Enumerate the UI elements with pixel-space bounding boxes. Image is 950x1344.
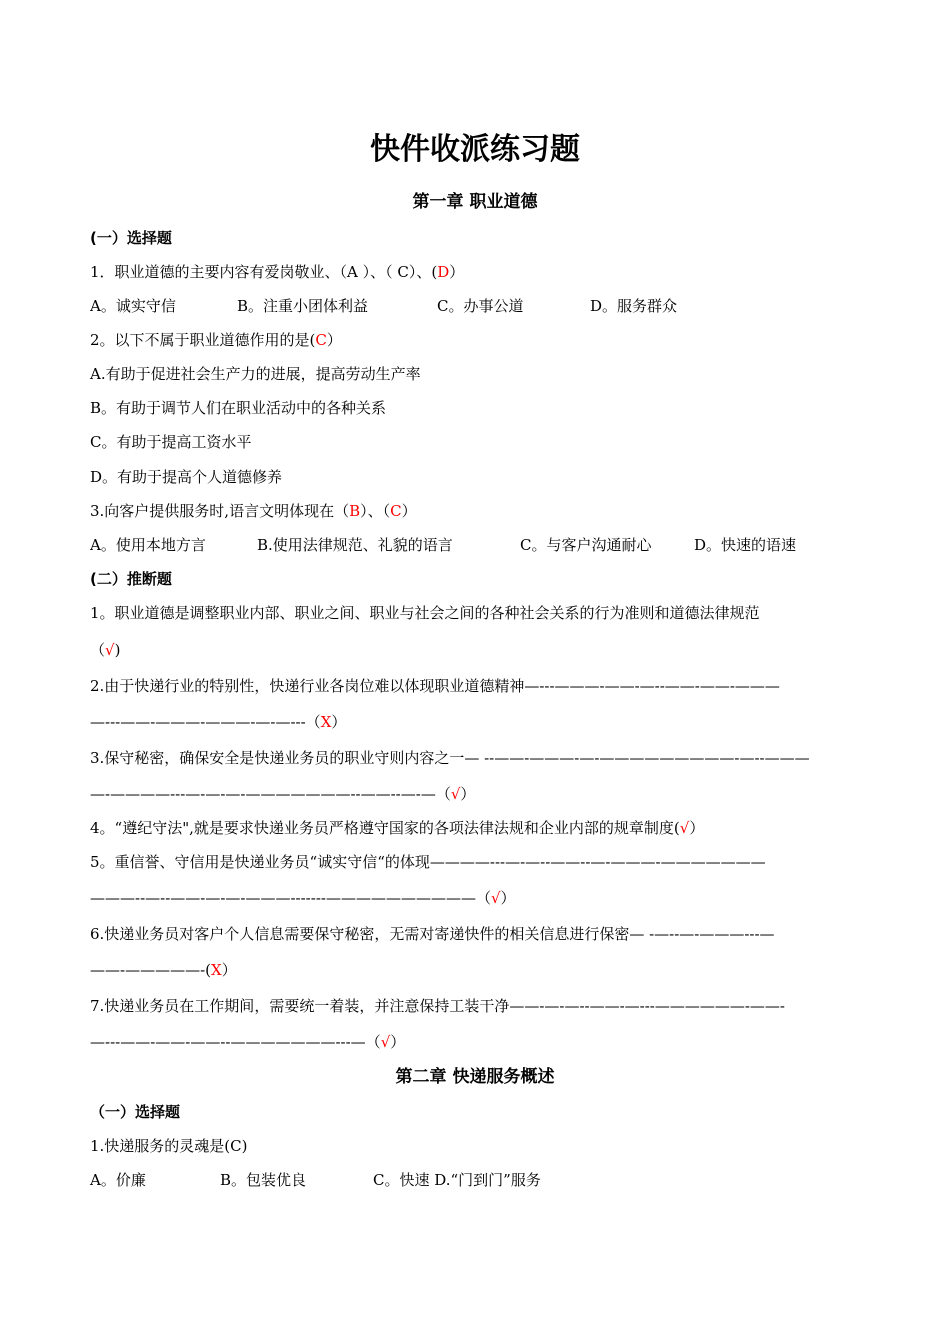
judgement-1-line-1: 1。职业道德是调整职业内部、职业之间、职业与社会之间的各种社会关系的行为准则和道德法律规范 [90,604,760,622]
question-2-answer: C [315,331,327,349]
judgement-2-pre: —---——-———-———-—-—---（ [90,713,321,731]
judgement-3-mark: √ [450,785,461,803]
chapter-1-section-judgement: (二）推断题 [90,570,172,588]
question-2-option-c: C。有助于提高工资水平 [90,433,252,451]
document-title: 快件收派练习题 [370,132,580,167]
option-d: D。快速的语速 [694,536,797,554]
judgement-7-line-2 [90,1030,860,1054]
judgement-5-line-2 [90,886,860,910]
judgement-5-post: ） [500,889,516,907]
judgement-6-post: ） [221,961,237,979]
chapter-2-heading: 第二章 快递服务概述 [395,1067,555,1087]
chapter-1-heading: 第一章 职业道德 [412,192,538,212]
judgement-2-line-2 [90,710,860,734]
question-1-answer: D [437,263,450,281]
judgement-4-pre: 4。“遵纪守法",就是要求快递业务员严格遵守国家的各项法律法规和企业内部的规章制度( [90,819,680,837]
option-d: D。服务群众 [590,297,678,315]
option-a: A。价廉 [90,1171,146,1189]
question-3-end: ） [401,502,417,520]
judgement-4-mark: √ [679,819,690,837]
option-a: A。诚实守信 [90,297,176,315]
question-1 [90,260,860,284]
judgement-1-post: ) [114,641,121,659]
judgement-7-pre: —---——-——-——--———————---—（ [90,1033,381,1051]
question-2-option-b: B。有助于调节人们在职业活动中的各种关系 [90,399,387,417]
judgement-3-line-1: 3.保守秘密，确保安全是快递业务员的职业守则内容之一— --——-———-—-—————————-—--——— [90,749,810,767]
judgement-5-mark: √ [490,889,501,907]
chapter-1-section-choice: (一）选择题 [90,229,172,247]
judgement-3-line-2 [90,782,860,806]
question-3-answer-1: B [349,502,361,520]
judgement-6-pre: ——-—————-( [90,961,211,979]
question-2 [90,328,860,352]
question-3-answer-2: C [390,502,402,520]
option-b: B.使用法律规范、礼貌的语言 [257,536,453,554]
question-2-option-a: A.有助于促进社会生产力的进展，提高劳动生产率 [90,365,421,383]
judgement-2-mark: X [320,713,332,731]
judgement-6-line-2 [90,958,860,982]
question-1-options [90,294,860,318]
judgement-7-post: ） [390,1033,406,1051]
option-c-d: C。快速 D.“门到门”服务 [373,1171,541,1189]
chapter-2-section-choice: （一）选择题 [90,1103,181,1121]
question-3-mid: ）、（ [360,502,391,520]
option-b: B。包装优良 [220,1171,307,1189]
option-b: B。注重小团体利益 [237,297,369,315]
chapter-2-question-1-options [90,1168,860,1192]
judgement-6-line-1: 6.快递业务员对客户个人信息需要保守秘密，无需对寄递快件的相关信息进行保密— -—--—-———---— [90,925,775,943]
question-3-text: 3.向客户提供服务时,语言文明体现在（ [90,502,350,520]
judgement-4 [90,816,860,840]
option-c: C。办事公道 [437,297,524,315]
judgement-4-post: ） [689,819,705,837]
judgement-3-pre: —-————---—-—-—-———————--——--—-—（ [90,785,451,803]
chapter-2-question-1: 1.快递服务的灵魂是(C) [90,1137,248,1155]
judgement-7-mark: √ [380,1033,391,1051]
question-3-options [90,533,860,557]
judgement-1-line-2 [90,638,860,662]
question-2-text: 2。以下不属于职业道德作用的是( [90,331,316,349]
judgement-7-line-1: 7.快递业务员在工作期间，需要统一着装，并注意保持工装干净——-—-—--——-—---——————-——- [90,997,785,1015]
judgement-5-line-1: 5。重信誉、守信用是快递业务员“诚实守信“的体现————---—-—--——--—-———-——————— [90,853,766,871]
question-2-option-d: D。有助于提高个人道德修养 [90,468,283,486]
judgement-5-pre: ———--—--——-—-—-———-------——————————（ [90,889,491,907]
question-1-text: 1．职业道德的主要内容有爱岗敬业、（A ）、（ C）、( [90,263,438,281]
judgement-3-post: ） [460,785,476,803]
question-1-end: ） [449,263,465,281]
option-a: A。使用本地方言 [90,536,206,554]
judgement-2-line-1: 2.由于快递行业的特别性，快递行业各岗位难以体现职业道德精神—---———-——-—--——-——-——— [90,677,780,695]
option-c: C。与客户沟通耐心 [520,536,652,554]
question-3 [90,499,860,523]
question-2-end: ） [326,331,342,349]
judgement-6-mark: X [211,961,222,979]
judgement-1-mark: √ [105,641,115,659]
judgement-1-pre: （ [90,641,106,659]
judgement-2-post: ） [331,713,347,731]
